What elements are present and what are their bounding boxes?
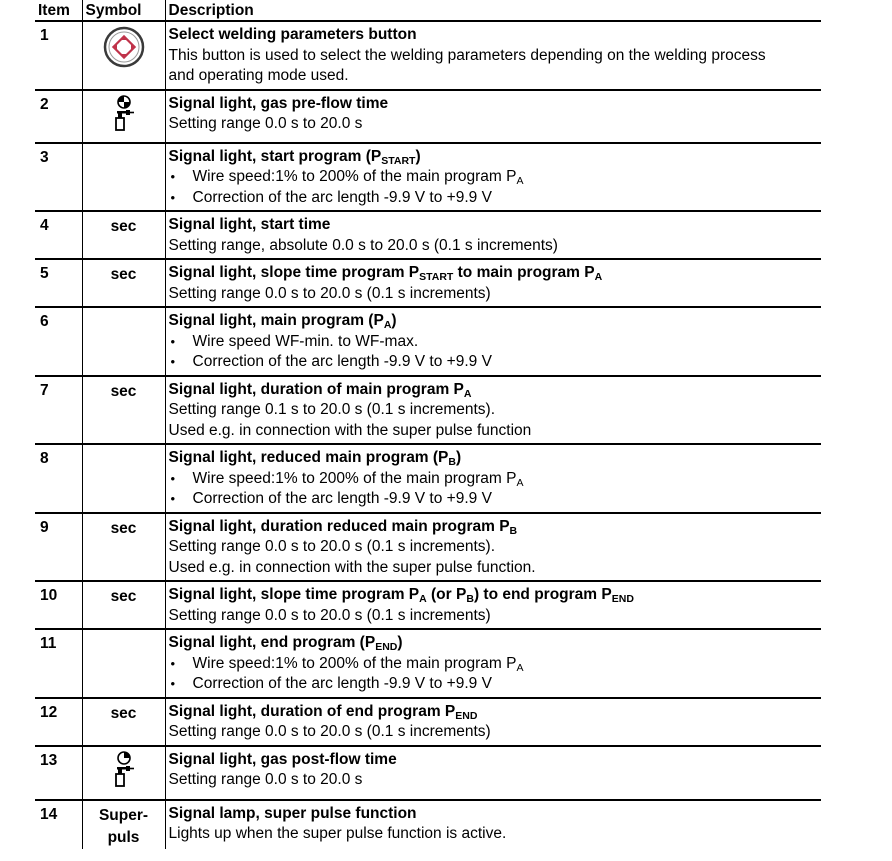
table-row: [35, 21, 821, 90]
item-number: 3: [35, 143, 82, 212]
description-cell: [165, 444, 821, 513]
table-header-row: [35, 0, 821, 21]
row-text: Setting range 0.0 s to 20.0 s (0.1 s increments): [168, 723, 491, 740]
symbol-label: Super-: [98, 806, 149, 824]
row-title: Signal lamp, super pulse function: [168, 804, 417, 822]
row-text: Setting range 0.0 s to 20.0 s (0.1 s increments): [168, 284, 491, 302]
description-cell: [165, 376, 821, 445]
symbol-cell: [82, 746, 165, 800]
symbol-cell: [82, 444, 165, 513]
item-number: 5: [35, 259, 82, 307]
row-text: Setting range, absolute 0.0 s to 20.0 s (0.1 s increments): [168, 236, 558, 254]
select-parameters-button-icon: [103, 26, 145, 68]
row-title: Signal light, duration reduced main program $P_B$: [168, 517, 518, 537]
description-cell: [165, 746, 821, 800]
row-text: Setting range 0.0 s to 20.0 s: [168, 115, 363, 132]
description-cell: [165, 211, 821, 259]
item-number: 9: [35, 513, 82, 582]
table-row: [35, 143, 821, 212]
description-cell: [165, 90, 821, 143]
row-text: Used e.g. in connection with the super pulse function.: [168, 558, 536, 576]
item-number: 11: [35, 629, 82, 698]
symbol-cell: [82, 581, 165, 629]
symbol-label: sec: [110, 704, 137, 722]
description-cell: [165, 21, 821, 90]
symbol-label: sec: [110, 218, 137, 235]
row-text: Lights up when the super pulse function is active.: [168, 825, 507, 842]
row-text: Setting range 0.0 s to 20.0 s: [168, 771, 363, 788]
symbol-label: sec: [110, 588, 137, 605]
item-number: 8: [35, 444, 82, 513]
table-row: [35, 259, 821, 307]
item-number: 7: [35, 376, 82, 445]
parameter-table: [35, 0, 821, 849]
bullet-item: • Wire speed:1% to 200% of the main program $P_A$: [169, 654, 822, 675]
row-title: Signal light, start time: [168, 216, 331, 233]
bullet-item: • Wire speed:1% to 200% of the main program $P_A$: [169, 469, 822, 490]
symbol-cell: [82, 376, 165, 445]
row-title: Signal light, slope time program $P_{START}$ to main program $P_A$: [168, 264, 603, 283]
bullet-item: • Correction of the arc length -9.9 V to +9.9 V: [169, 674, 822, 695]
row-text: Setting range 0.0 s to 20.0 s (0.1 s increments): [168, 606, 491, 624]
bullet-item: • Wire speed:1% to 200% of the main program $P_A$: [169, 167, 822, 188]
table-row: [35, 698, 821, 746]
item-number: 2: [35, 90, 82, 143]
row-title: Signal light, end program $(P_{END})$: [168, 634, 403, 653]
row-title: Signal light, gas post-flow time: [168, 750, 397, 768]
row-title: Signal light, reduced main program $(P_B)$: [168, 449, 462, 468]
bullet-item: • Correction of the arc length -9.9 V to +9.9 V: [169, 188, 822, 209]
description-cell: [165, 800, 821, 849]
gas-pre-flow-clock-icon: [117, 95, 131, 109]
item-number: 6: [35, 307, 82, 376]
symbol-cell: [82, 307, 165, 376]
symbol-cell: [82, 211, 165, 259]
item-number: 4: [35, 211, 82, 259]
row-text: Setting range 0.1 s to 20.0 s (0.1 s increments).: [168, 401, 496, 418]
table-row: [35, 211, 821, 259]
row-text: and operating mode used.: [168, 67, 349, 84]
symbol-label: sec: [110, 519, 137, 537]
bullet-item: • Wire speed WF-min. to WF-max.: [169, 332, 822, 353]
description-cell: [165, 307, 821, 376]
row-title: Signal light, duration of main program $P_A$: [168, 380, 472, 400]
table-row: [35, 307, 821, 376]
item-number: 12: [35, 698, 82, 746]
symbol-cell: [82, 629, 165, 698]
bullet-item: • Correction of the arc length -9.9 V to +9.9 V: [169, 352, 822, 373]
description-cell: [165, 581, 821, 629]
symbol-cell: [82, 90, 165, 143]
symbol-label: sec: [110, 382, 137, 400]
description-cell: [165, 513, 821, 582]
description-cell: [165, 143, 821, 212]
row-title: Signal light, start program $(P_{START})$: [168, 147, 421, 167]
item-number: 14: [40, 805, 58, 823]
header-description: Description: [165, 0, 821, 21]
row-text: Setting range 0.0 s to 20.0 s (0.1 s increments).: [168, 538, 496, 555]
symbol-cell: [82, 259, 165, 307]
item-number: 13: [35, 746, 82, 800]
gas-post-flow-clock-icon: [117, 751, 131, 765]
bullet-item: • Correction of the arc length -9.9 V to +9.9 V: [169, 489, 822, 510]
table-row: [35, 444, 821, 513]
row-title: Signal light, main program $(P_A)$: [168, 312, 397, 331]
row-text: This button is used to select the welding parameters depending on the welding process: [168, 46, 766, 64]
document: [35, 0, 821, 849]
item-number: 10: [35, 581, 82, 629]
table-row: [35, 513, 821, 582]
header-item: Item: [35, 0, 82, 21]
gas-bottle-icon: [113, 109, 135, 131]
table-row: [35, 629, 821, 698]
symbol-label: puls: [107, 828, 140, 846]
row-title: Signal light, duration of end program $P_{END}$: [168, 702, 478, 722]
table-row: [35, 746, 821, 800]
row-text: Used e.g. in connection with the super pulse function: [168, 421, 532, 439]
gas-bottle-icon: [113, 765, 135, 787]
row-title: Select welding parameters button: [168, 26, 417, 43]
table-row: [35, 376, 821, 445]
description-cell: [165, 698, 821, 746]
symbol-label: sec: [110, 266, 137, 283]
table-row: [35, 800, 821, 849]
description-cell: [165, 629, 821, 698]
table-row: [35, 581, 821, 629]
symbol-cell: [82, 513, 165, 582]
symbol-cell: [82, 698, 165, 746]
table-row: [35, 90, 821, 143]
row-title: Signal light, slope time program $P_A$ (or $P_B$) to end program $P_{END}$: [168, 586, 634, 605]
symbol-cell: [82, 21, 165, 90]
description-cell: [165, 259, 821, 307]
row-title: Signal light, gas pre-flow time: [168, 94, 389, 112]
symbol-cell: [82, 800, 165, 849]
header-symbol: Symbol: [82, 0, 165, 21]
item-number: 1: [35, 21, 82, 90]
symbol-cell: [82, 143, 165, 212]
